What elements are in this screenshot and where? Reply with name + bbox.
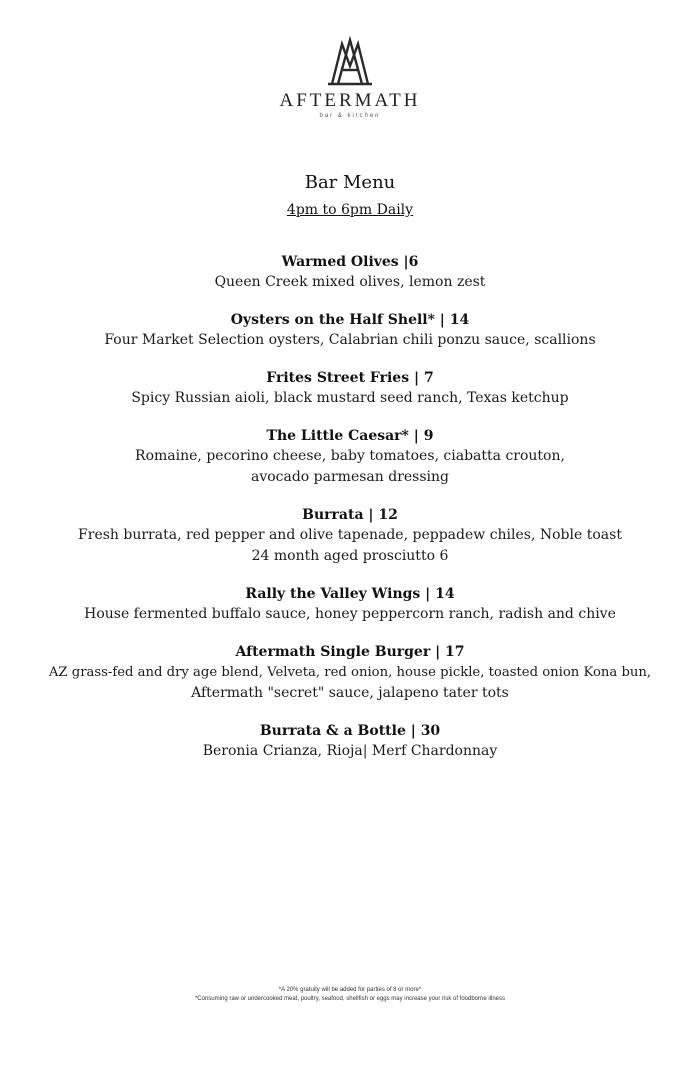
menu-items: [0, 252, 700, 779]
menu-item: [0, 721, 700, 762]
item-description: Aftermath "secret" sauce, jalapeno tater tots: [191, 685, 509, 701]
menu-item: [0, 505, 700, 567]
menu-title: Bar Menu: [304, 172, 396, 193]
logo: [0, 36, 700, 119]
menu-hours: 4pm to 6pm Daily: [286, 202, 414, 218]
menu-item: [0, 584, 700, 625]
item-description: Four Market Selection oysters, Calabrian chili ponzu sauce, scallions: [104, 332, 596, 348]
menu-item: [0, 368, 700, 409]
item-name: Rally the Valley Wings | 14: [245, 586, 455, 602]
item-description: Spicy Russian aioli, black mustard seed ranch, Texas ketchup: [131, 390, 569, 406]
menu-item: [0, 642, 700, 704]
item-description: AZ grass-fed and dry age blend, Velveta, red onion, house pickle, toasted onion Kona bun,: [48, 665, 652, 680]
item-name: Burrata | 12: [302, 507, 398, 523]
brand-name: AFTERMATH: [279, 90, 421, 111]
item-name: Aftermath Single Burger | 17: [235, 644, 465, 660]
brand-tagline: bar & kitchen: [319, 113, 381, 119]
item-description: Queen Creek mixed olives, lemon zest: [214, 274, 486, 290]
item-name: Burrata & a Bottle | 30: [259, 723, 441, 739]
item-name: Oysters on the Half Shell* | 14: [230, 312, 470, 328]
item-description: avocado parmesan dressing: [250, 469, 450, 485]
item-description: 24 month aged prosciutto 6: [251, 548, 449, 564]
am-monogram-icon: [322, 36, 378, 88]
menu-item: [0, 252, 700, 293]
gratuity-note: *A 20% gratuity will be added for parties of 8 or more*: [278, 987, 422, 993]
item-name: Warmed Olives |6: [281, 254, 419, 270]
item-name: Frites Street Fries | 7: [266, 370, 434, 386]
item-description: Romaine, pecorino cheese, baby tomatoes, ciabatta crouton,: [135, 448, 565, 464]
item-description: Fresh burrata, red pepper and olive tapenade, peppadew chiles, Noble toast: [78, 527, 622, 543]
footnotes: [0, 986, 700, 1004]
menu-item: [0, 426, 700, 488]
item-name: The Little Caesar* | 9: [266, 428, 434, 444]
item-description: Beronia Crianza, Rioja| Merf Chardonnay: [202, 743, 498, 759]
menu-item: [0, 310, 700, 351]
consumption-warning: *Consuming raw or undercooked meat, poultry, seafood, shellfish or eggs may increase your risk of foodborne illness: [194, 996, 506, 1002]
item-description: House fermented buffalo sauce, honey peppercorn ranch, radish and chive: [84, 606, 616, 622]
